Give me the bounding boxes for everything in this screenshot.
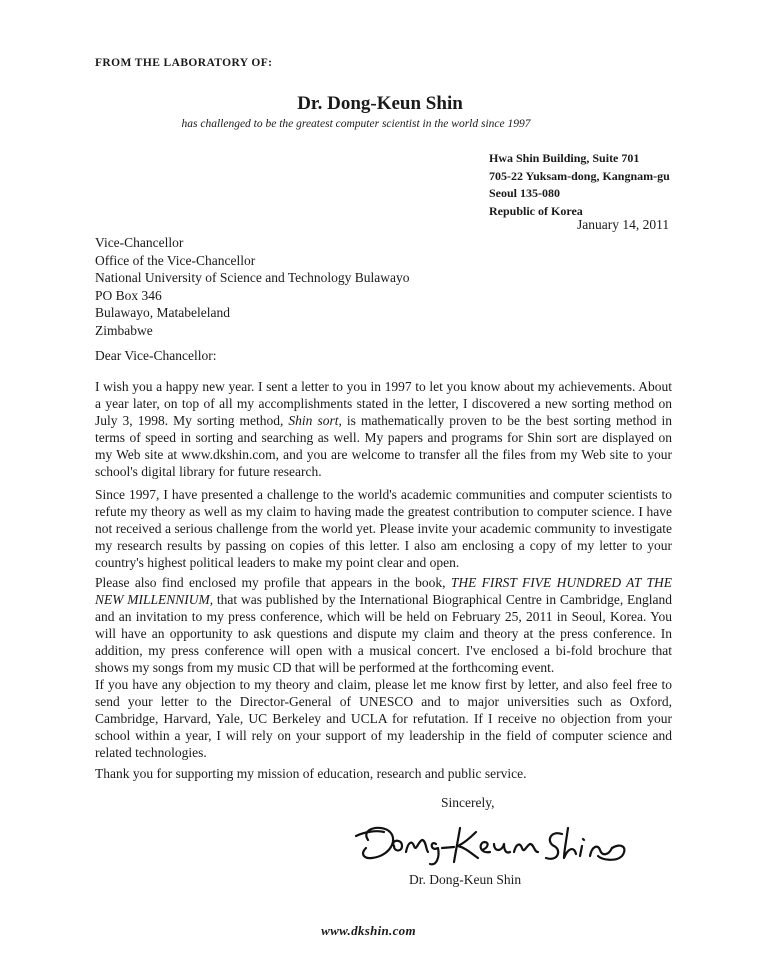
recipient-line: PO Box 346 xyxy=(95,287,162,303)
book-title: THE FIRST FIVE HUNDRED AT THE NEW MILLENNIUM, xyxy=(95,575,672,608)
body-text: I wish you a happy new year. I sent a letter to you in 1997 to let you know about my achievements. About a year later, on top of all my accomplishments stated in the letter, I discovered a new sorting method on July 3, 1998. My sorting method, xyxy=(95,379,672,429)
footer-website: www.dkshin.com xyxy=(321,923,416,938)
sender-address-line: Republic of Korea xyxy=(489,203,583,218)
body-text: , is mathematically proven to be the best sorting method in terms of speed in sorting and searching as well. My papers and programs for Shin sort are displayed on my Web site at www.dkshin.com, and you are welcome to transfer all the files from my Web site to your school's digital library for future research. xyxy=(95,413,672,480)
body-paragraph-1 xyxy=(95,378,672,481)
body-paragraph-5: Thank you for supporting my mission of education, research and public service. xyxy=(95,766,527,781)
lab-header: FROM THE LABORATORY OF: xyxy=(95,57,273,69)
letter-date: January 14, 2011 xyxy=(577,217,670,232)
body-text: Please also find enclosed my profile that appears in the book, xyxy=(95,575,451,590)
signer-name: Dr. Dong-Keun Shin xyxy=(409,872,522,887)
sender-address xyxy=(489,150,670,220)
body-text: that was published by the International Biographical Centre in Cambridge, England and an invitation to my press conference, which will be held on February 25, 2011 in Seoul, Korea. You will have an opportunity to ask questions and dispute my claim and theory at the press conference. In addition, my press conference will open with a musical concert. I've enclosed a bi-fold brochure that shows my songs from my music CD that will be performed at the forthcoming event. xyxy=(95,592,672,676)
recipient-line: Bulawayo, Matabeleland xyxy=(95,305,230,320)
recipient-line: Office of the Vice-Chancellor xyxy=(95,252,256,268)
sender-address-line: Seoul 135-080 xyxy=(489,186,561,200)
body-paragraph-2: Since 1997, I have presented a challenge to the world's academic communities and computer scientists to refute my theory as well as my claim to having made the greatest contribution to computer science. I have not received a serious challenge from the world yet. Please invite your academic community to investigate my research results by passing on copies of this letter. I also am enclosing a copy of my letter to your country's highest political leaders to make my point clear and open. xyxy=(95,487,672,571)
body-paragraph-3 xyxy=(95,574,672,677)
letterhead-tagline: has challenged to be the greatest computer scientist in the world since 1997 xyxy=(181,118,531,130)
handwritten-signature xyxy=(350,818,640,870)
body-paragraph-4: If you have any objection to my theory and claim, please let me know first by letter, and also feel free to send your letter to the Director-General of UNESCO and to major universities such as Oxford, Cambridge, Harvard, Yale, UC Berkeley and UCLA for refutation. If I receive no objection from your school within a year, I will rely on your support of my leadership in the field of computer science and related technologies. xyxy=(95,677,672,761)
recipient-line: National University of Science and Technology Bulawayo xyxy=(95,270,410,285)
recipient-line: Vice-Chancellor xyxy=(95,235,184,250)
recipient-address xyxy=(95,234,409,339)
body-emphasis: Shin sort xyxy=(288,413,339,429)
closing: Sincerely, xyxy=(441,795,495,810)
sender-address-line: 705-22 Yuksam-dong, Kangnam-gu xyxy=(489,168,670,183)
recipient-line: Zimbabwe xyxy=(95,322,153,338)
sender-address-line: Hwa Shin Building, Suite 701 xyxy=(489,151,640,165)
salutation: Dear Vice-Chancellor: xyxy=(95,348,217,363)
letterhead-name: Dr. Dong-Keun Shin xyxy=(297,93,463,114)
